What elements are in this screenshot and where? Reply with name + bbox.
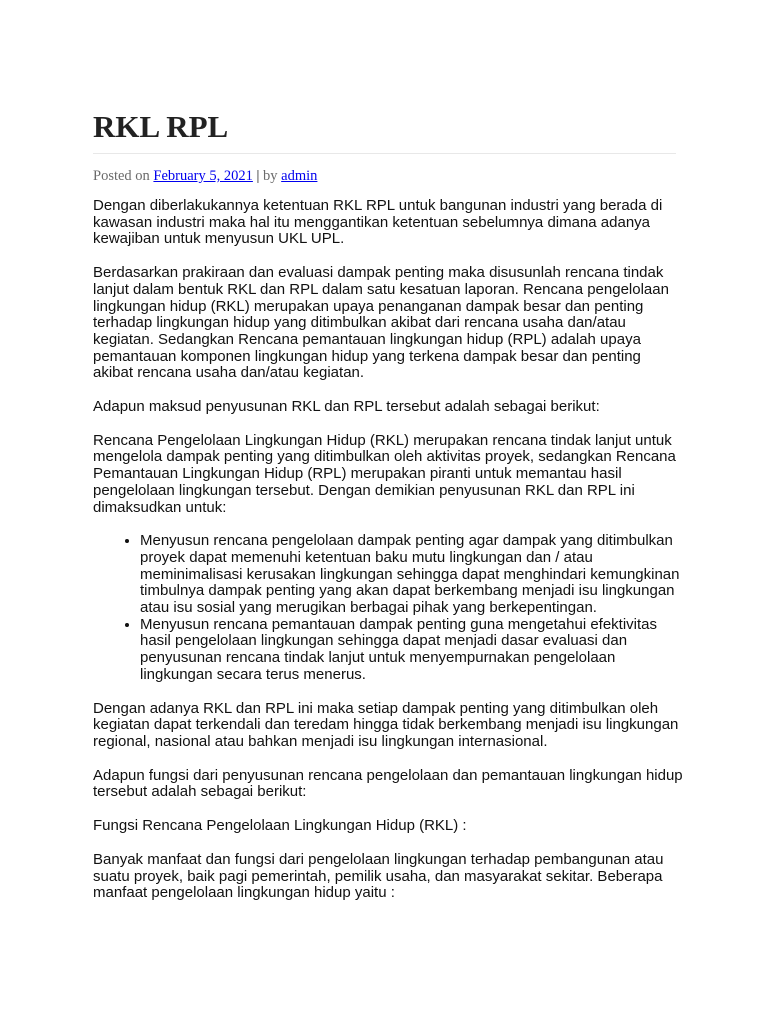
paragraph-intro: Dengan diberlakukannya ketentuan RKL RPL untuk bangunan industri yang berada di kawasan industri maka hal itu menggantikan ketentuan sebelumnya dimana adanya kewajiban untuk menyusun UKL UPL. [93,197,663,248]
post-meta [93,166,317,186]
article-body [93,198,683,919]
list-item: • Menyusun rencana pemantauan dampak penting guna mengetahui efektivitas hasil pengelolaan lingkungan sehingga dapat menjadi dasar evaluasi dan penyusunan rencana tindak lanjut untuk menyempurnakan pengelolaan lingkungan secara terus menerus. [140,617,683,684]
by-label: by [263,168,278,184]
article-title: RKL RPL [93,109,229,144]
paragraph-impact-control: Dengan adanya RKL dan RPL ini maka setiap dampak penting yang ditimbulkan oleh kegiatan dapat terkendali dan teredam hingga tidak berkembang menjadi isu lingkungan regional, nasional atau bahkan menjadi isu lingkungan internasional. [93,699,679,750]
list-item: • Menyusun rencana pengelolaan dampak penting agar dampak yang ditimbulkan proyek dapat memenuhi ketentuan baku mutu lingkungan dan / atau meminimalisasi kerusakan lingkungan sehingga dapat menghindari kemungkinan timbulnya dampak penting yang akan dapat berkembang menjadi isu lingkungan atau isu sosial yang merugikan berbagai pihak yang berkepentingan. [140,533,683,617]
paragraph-benefits: Banyak manfaat dan fungsi dari pengelolaan lingkungan terhadap pembangunan atau suatu proyek, baik pagi pemerintah, pemilik usaha, dan masyarakat sekitar. Beberapa manfaat pengelolaan lingkungan hidup yaitu : [93,850,664,902]
paragraph-rkl-rpl-definition: Berdasarkan prakiraan dan evaluasi dampak penting maka disusunlah rencana tindak lanjut dalam bentuk RKL dan RPL dalam satu kesatuan laporan. Rencana pengelolaan lingkungan hidup (RKL) merupakan upaya penanganan dampak besar dan penting terhadap lingkungan hidup yang ditimbulkan akibat dari rencana usaha dan/atau kegiatan. Sedangkan Rencana pemantauan lingkungan hidup (RPL) adalah upaya pemantauan komponen lingkungan hidup yang terkena dampak besar dan penting akibat rencana usaha dan/atau kegiatan. [93,264,669,382]
author-link[interactable]: admin [281,168,318,184]
paragraph-function-intro: Adapun fungsi dari penyusunan rencana pengelolaan dan pemantauan lingkungan hidup tersebut adalah sebagai berikut: [93,766,683,801]
posted-on-label: Posted on [93,168,150,184]
paragraph-purpose-intro: Adapun maksud penyusunan RKL dan RPL tersebut adalah sebagai berikut: [93,398,600,416]
purpose-list [93,533,683,683]
post-date-link[interactable]: February 5, 2021 [153,168,253,184]
paragraph-rkl-function-heading: Fungsi Rencana Pengelolaan Lingkungan Hidup (RKL) : [93,817,467,835]
title-divider [93,153,676,154]
paragraph-rkl-rpl-purpose: Rencana Pengelolaan Lingkungan Hidup (RKL) merupakan rencana tindak lanjut untuk mengelola dampak penting yang ditimbulkan oleh aktivitas proyek, sedangkan Rencana Pemantauan Lingkungan Hidup (RPL) merupakan piranti untuk memantau hasil pengelolaan lingkungan tersebut. Dengan demikian penyusunan RKL dan RPL ini dimaksudkan untuk: [93,431,676,516]
meta-separator: | [256,168,260,184]
